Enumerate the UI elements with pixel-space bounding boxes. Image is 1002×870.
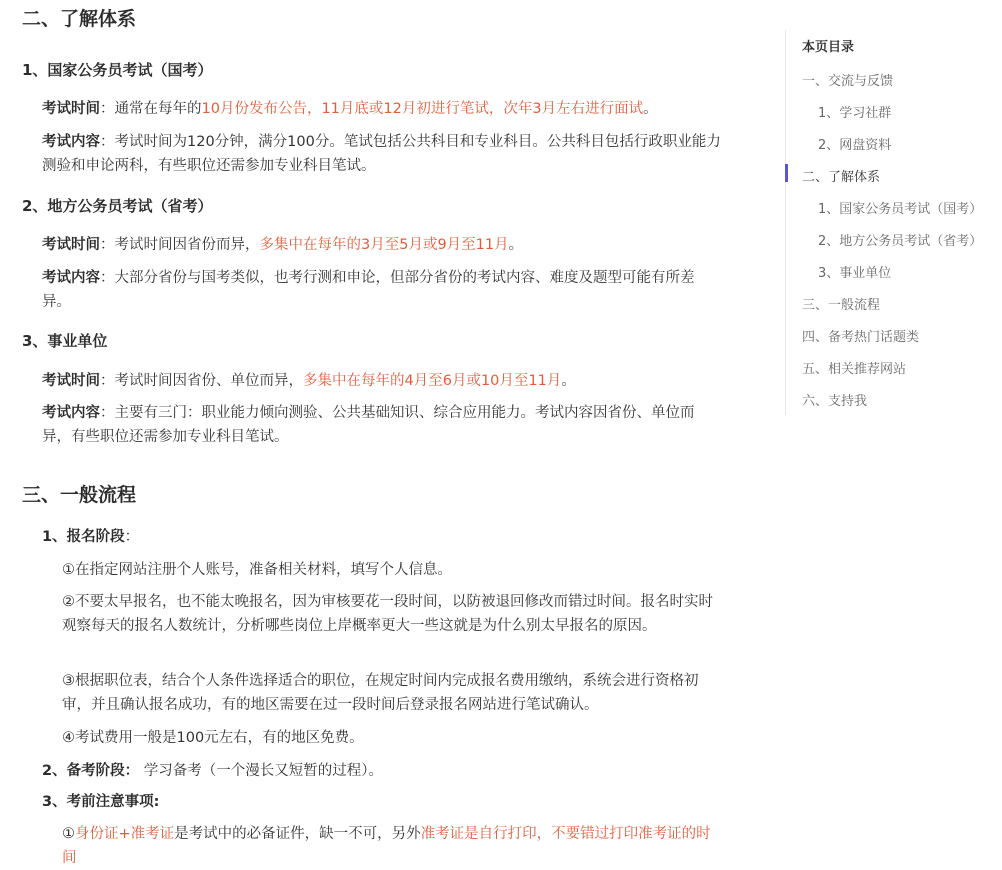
section-heading-system: 二、了解体系 <box>22 8 137 30</box>
toc-item-cloud-files[interactable]: 2、网盘资料 <box>818 138 892 153</box>
toc-item-provincial-exam[interactable]: 2、地方公务员考试（省考） <box>818 234 983 249</box>
toc-item-process[interactable]: 三、一般流程 <box>802 298 881 313</box>
text: ① <box>62 826 75 842</box>
table-of-contents <box>785 30 1002 415</box>
toc-title: 本页目录 <box>802 40 855 55</box>
label: 考试内容 <box>42 134 100 150</box>
highlight-text: 多集中在每年的3月至5月或9月至11月 <box>259 237 509 253</box>
label: 2、备考阶段： <box>42 763 140 779</box>
text: 。 <box>561 373 576 389</box>
provincial-exam-time <box>42 233 722 257</box>
text: ： <box>124 529 140 545</box>
text: 是考试中的必备证件，缺一不可，另外 <box>174 826 421 842</box>
text: ：主要有三门：职业能力倾向测验、公共基础知识、综合应用能力。考试内容因省份、单位而异，有些职位还需参加专业科目笔试。 <box>42 405 695 445</box>
toc-item-community[interactable]: 1、学习社群 <box>818 106 892 121</box>
registration-note-3: ③根据职位表，结合个人条件选择适合的职位，在规定时间内完成报名费用缴纳，系统会进行资格初审，并且确认报名成功，有的地区需要在过一段时间后登录报名网站进行笔试确认。 <box>62 673 699 713</box>
provincial-exam-content <box>42 266 722 314</box>
highlight-text: 10月份发布公告，11月底或12月初进行笔试，次年3月左右进行面试 <box>201 101 644 117</box>
heading-provincial-exam: 2、地方公务员考试（省考） <box>22 197 213 215</box>
toc-item-support[interactable]: 六、支持我 <box>802 394 868 409</box>
toc-item-hot-topics[interactable]: 四、备考热门话题类 <box>802 330 920 345</box>
label: 考试内容 <box>42 270 100 286</box>
section-heading-process: 三、一般流程 <box>22 484 137 506</box>
heading-institution-exam: 3、事业单位 <box>22 332 108 350</box>
step-preparation <box>42 759 383 783</box>
toc-item-feedback[interactable]: 一、交流与反馈 <box>802 74 894 89</box>
institution-exam-content <box>42 401 722 449</box>
national-exam-time <box>42 97 722 121</box>
highlight-text: 多集中在每年的4月至6月或10月至11月 <box>303 373 562 389</box>
text: ：通常在每年的 <box>100 101 202 117</box>
text: ：考试时间为120分钟，满分100分。笔试包括公共科目和专业科目。公共科目包括行政职业能力测验和申论两科，有些职位还需参加专业科目笔试。 <box>42 134 721 174</box>
institution-exam-time <box>42 369 722 393</box>
label: 3、考前注意事项: <box>42 794 160 810</box>
registration-note-1: ①在指定网站注册个人账号，准备相关材料，填写个人信息。 <box>62 562 452 578</box>
national-exam-content <box>42 130 722 178</box>
label: 考试时间 <box>42 101 100 117</box>
label: 考试时间 <box>42 373 100 389</box>
toc-item-institution[interactable]: 3、事业单位 <box>818 266 892 281</box>
step-exam-notes <box>42 790 159 814</box>
highlight-text: 身份证+准考证 <box>75 826 175 842</box>
toc-active-indicator <box>785 164 788 182</box>
text: ：考试时间因省份而异， <box>100 237 260 253</box>
heading-national-exam: 1、国家公务员考试（国考） <box>22 61 213 79</box>
registration-note-4: ④考试费用一般是100元左右，有的地区免费。 <box>62 730 364 746</box>
label: 1、报名阶段 <box>42 529 125 545</box>
registration-note-2: ②不要太早报名，也不能太晚报名，因为审核要花一段时间，以防被退回修改而错过时间。报名时实时观察每天的报名人数统计，分析哪些岗位上岸概率更大一些这就是为什么别太早报名的原因。 <box>62 594 713 634</box>
text: 。 <box>508 237 524 253</box>
text: 学习备考（一个漫长又短暂的过程）。 <box>139 763 383 779</box>
label: 考试时间 <box>42 237 100 253</box>
toc-item-recommended-sites[interactable]: 五、相关推荐网站 <box>802 362 907 377</box>
label: 考试内容 <box>42 405 100 421</box>
toc-item-system[interactable]: 二、了解体系 <box>802 170 881 185</box>
text: 。 <box>643 101 658 117</box>
text: ：考试时间因省份、单位而异， <box>100 373 303 389</box>
text: ：大部分省份与国考类似，也考行测和申论，但部分省份的考试内容、难度及题型可能有所差异。 <box>42 270 695 310</box>
highlight-text: 准考证是自行打印，不要错过打印准考证的时间 <box>62 826 711 866</box>
toc-item-national-exam[interactable]: 1、国家公务员考试（国考） <box>818 202 983 217</box>
step-registration <box>42 525 139 549</box>
